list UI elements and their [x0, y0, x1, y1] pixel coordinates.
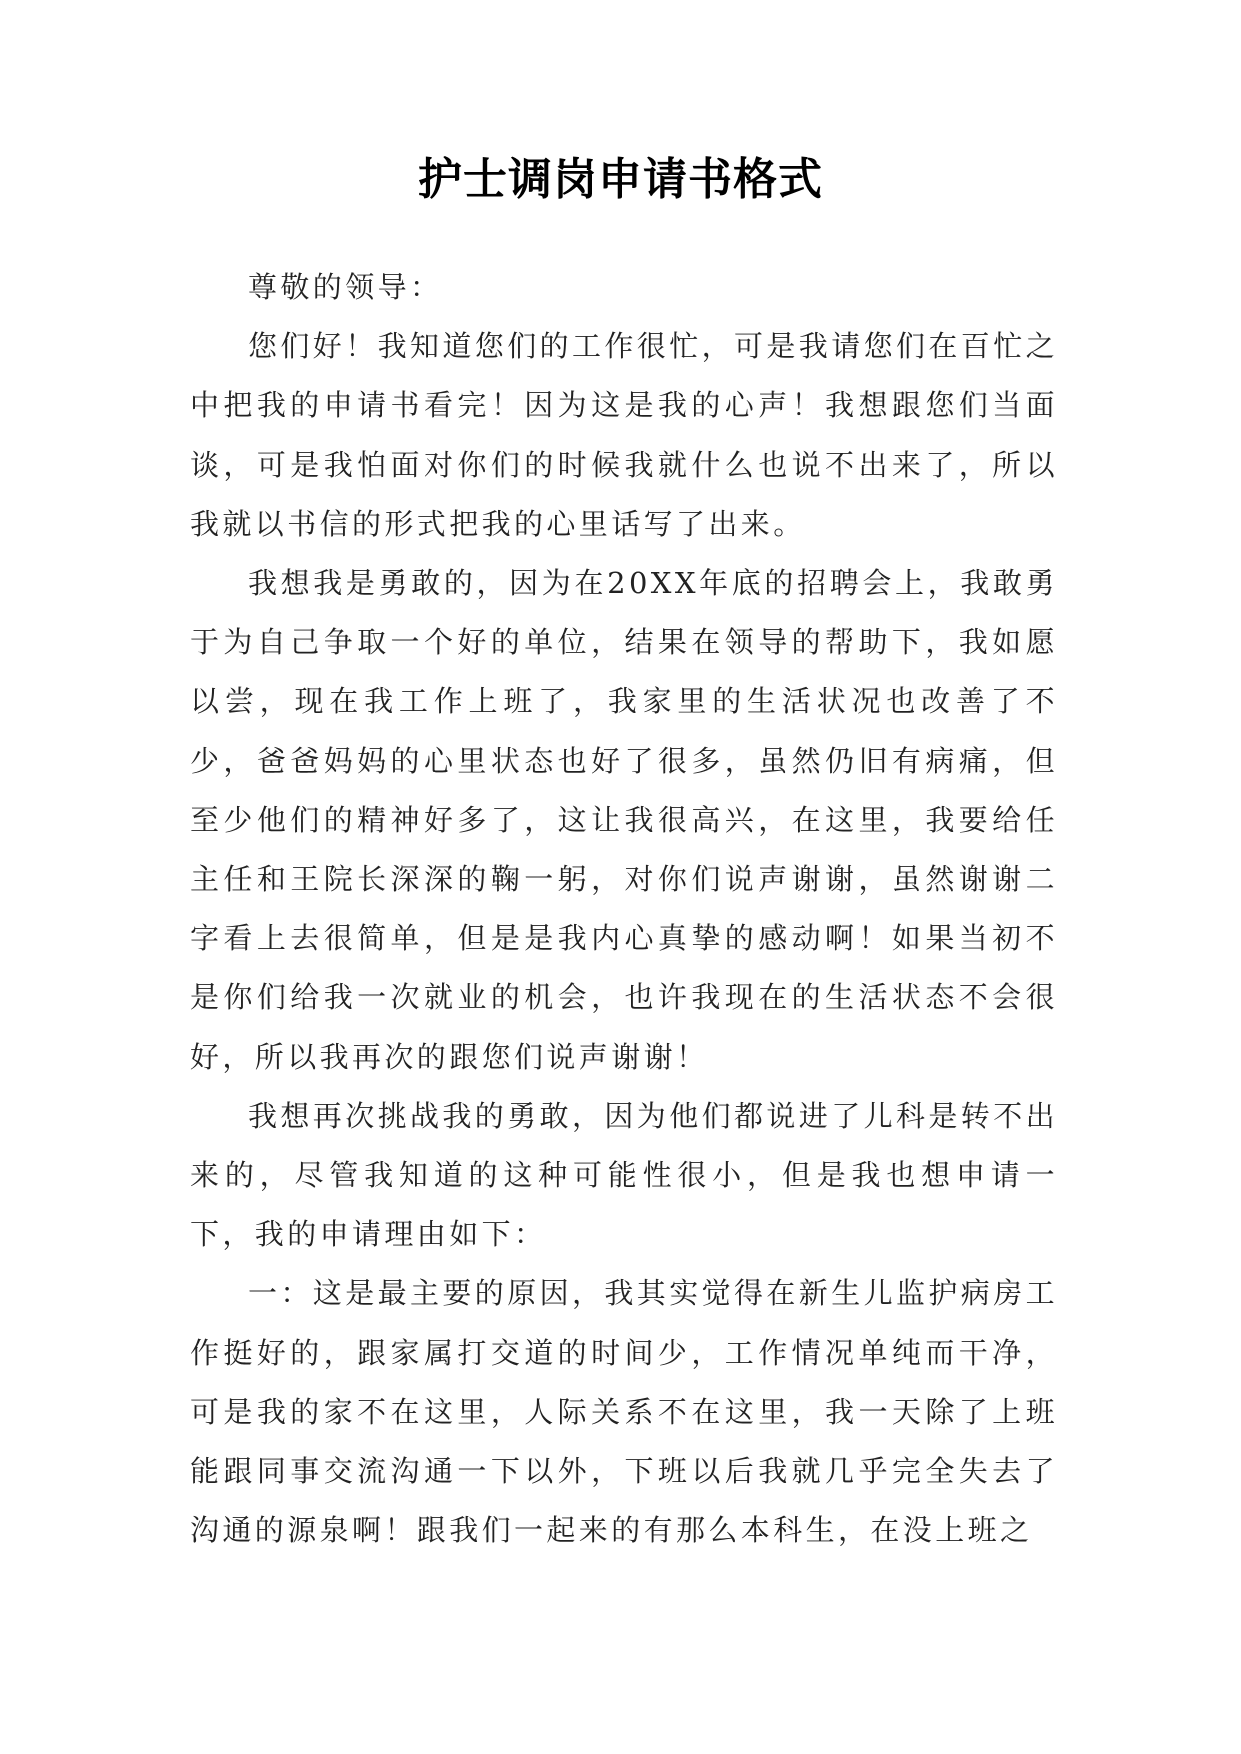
paragraph-gratitude: 我想我是勇敢的，因为在20XX年底的招聘会上，我敢勇于为自己争取一个好的单位，结果在领导的帮助下，我如愿以尝，现在我工作上班了，我家里的生活状况也改善了不少，爸爸妈妈的心里状态也好了很多，虽然仍旧有病痛，但至少他们的精神好多了，这让我很高兴，在这里，我要给任主任和王院长深深的鞠一躬，对你们说声谢谢，虽然谢谢二字看上去很简单，但是是我内心真挚的感动啊！如果当初不是你们给我一次就业的机会，也许我现在的生活状态不会很好，所以我再次的跟您们说声谢谢！ [190, 566, 1058, 1074]
document-title: 护士调岗申请书格式 [418, 154, 823, 205]
paragraph-reason-one: 一：这是最主要的原因，我其实觉得在新生儿监护病房工作挺好的，跟家属打交道的时间少，工作情况单纯而干净，可是我的家不在这里，人际关系不在这里，我一天除了上班能跟同事交流沟通一下以外，下班以后我就几乎完全失去了沟通的源泉啊！跟我们一起来的有那么本科生，在没上班之 [190, 1276, 1059, 1548]
paragraph-greeting: 您们好！我知道您们的工作很忙，可是我请您们在百忙之中把我的申请书看完！因为这是我的心声！我想跟您们当面谈，可是我怕面对你们的时候我就什么也说不出来了，所以我就以书信的形式把我的心里话写了出来。 [190, 329, 1059, 541]
document-body [190, 258, 1058, 1560]
salutation: 尊敬的领导： [248, 270, 443, 304]
paragraph-request-intro: 我想再次挑战我的勇敢，因为他们都说进了儿科是转不出来的，尽管我知道的这种可能性很小，但是我也想申请一下，我的申请理由如下： [190, 1098, 1059, 1252]
